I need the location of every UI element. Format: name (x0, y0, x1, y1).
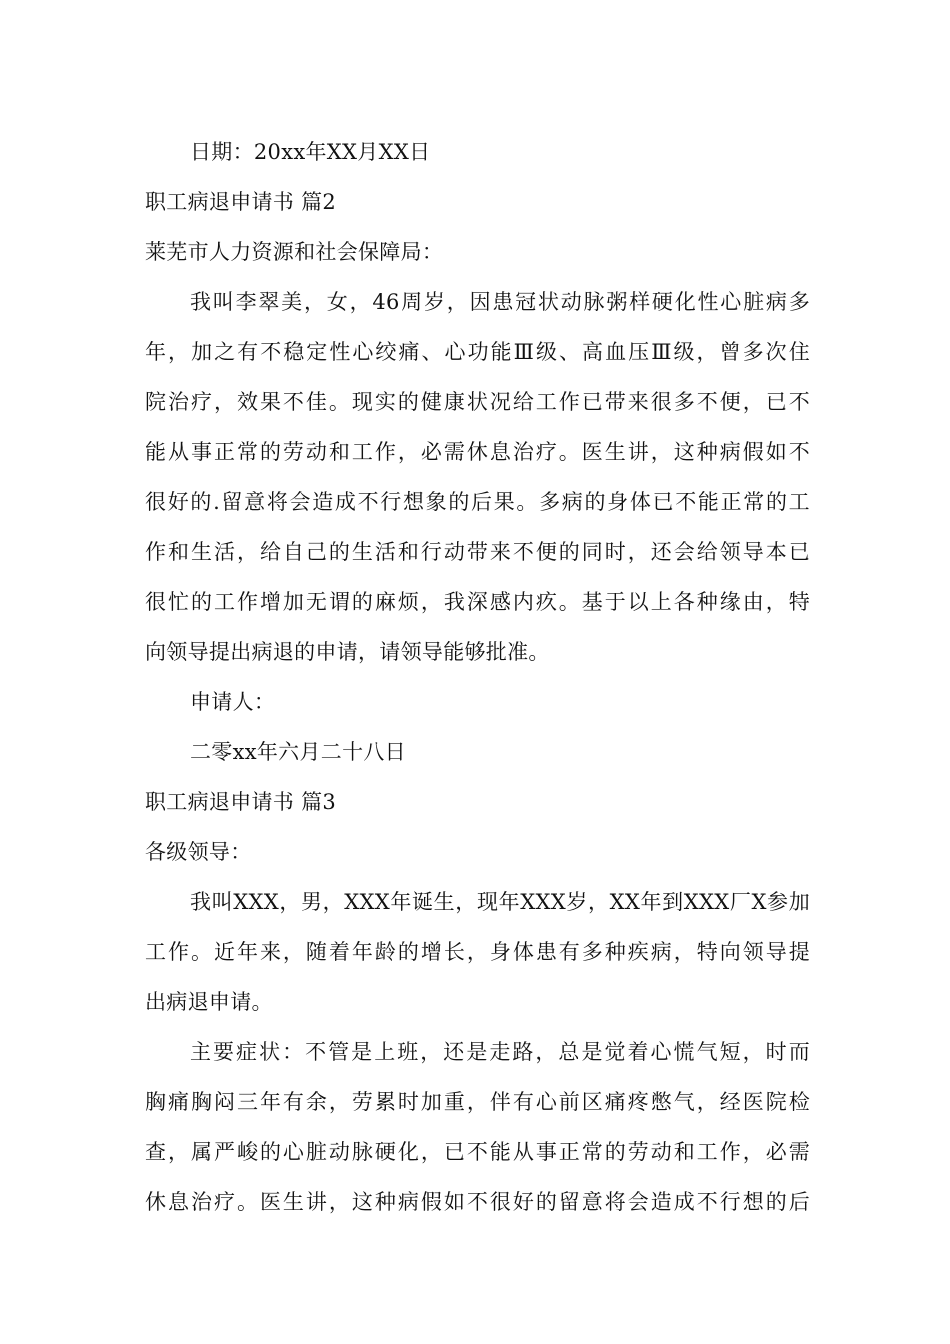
date-line: 日期：20xx年XX月XX日 (190, 140, 431, 164)
section2-body-line: 院治疗，效果不佳。现实的健康状况给工作已带来很多不便，已不 (145, 390, 810, 414)
section3-para2-line: 查，属严峻的心脏动脉硬化，已不能从事正常的劳动和工作，必需 (145, 1140, 810, 1164)
section2-body-line: 向领导提出病退的申请，请领导能够批准。 (145, 640, 550, 664)
section2-date: 二零xx年六月二十八日 (190, 740, 406, 764)
section3-para1-line: 我叫XXX，男，XXX年诞生，现年XXX岁，XX年到XXX厂X参加 (190, 890, 810, 914)
section2-body-line: 能从事正常的劳动和工作，必需休息治疗。医生讲，这种病假如不 (145, 440, 810, 464)
section3-para2-line: 胸痛胸闷三年有余，劳累时加重，伴有心前区痛疼憋气，经医院检 (145, 1090, 810, 1114)
applicant-label: 申请人： (190, 690, 276, 714)
section3-salutation: 各级领导： (145, 840, 252, 864)
section3-para1-line: 出病退申请。 (145, 990, 273, 1014)
section2-body-line: 作和生活，给自己的生活和行动带来不便的同时，还会给领导本已 (145, 540, 810, 564)
section3-para2-line: 主要症状：不管是上班，还是走路，总是觉着心慌气短，时而 (190, 1040, 810, 1064)
section3-para1-line: 工作。近年来，随着年龄的增长，身体患有多种疾病，特向领导提 (145, 940, 810, 964)
section2-heading: 职工病退申请书 篇2 (145, 190, 337, 214)
section3-para2-line: 休息治疗。医生讲，这种病假如不很好的留意将会造成不行想的后 (145, 1190, 810, 1214)
section3-heading: 职工病退申请书 篇3 (145, 790, 337, 814)
section2-body-line: 很好的.留意将会造成不行想象的后果。多病的身体已不能正常的工 (145, 490, 810, 514)
section2-body-line: 年，加之有不稳定性心绞痛、心功能Ⅲ级、高血压Ⅲ级，曾多次住 (145, 340, 810, 364)
section2-body-line: 我叫李翠美，女，46周岁，因患冠状动脉粥样硬化性心脏病多 (190, 290, 810, 314)
section2-salutation: 莱芜市人力资源和社会保障局： (145, 240, 444, 264)
section2-body-line: 很忙的工作增加无谓的麻烦，我深感内疚。基于以上各种缘由，特 (145, 590, 810, 614)
